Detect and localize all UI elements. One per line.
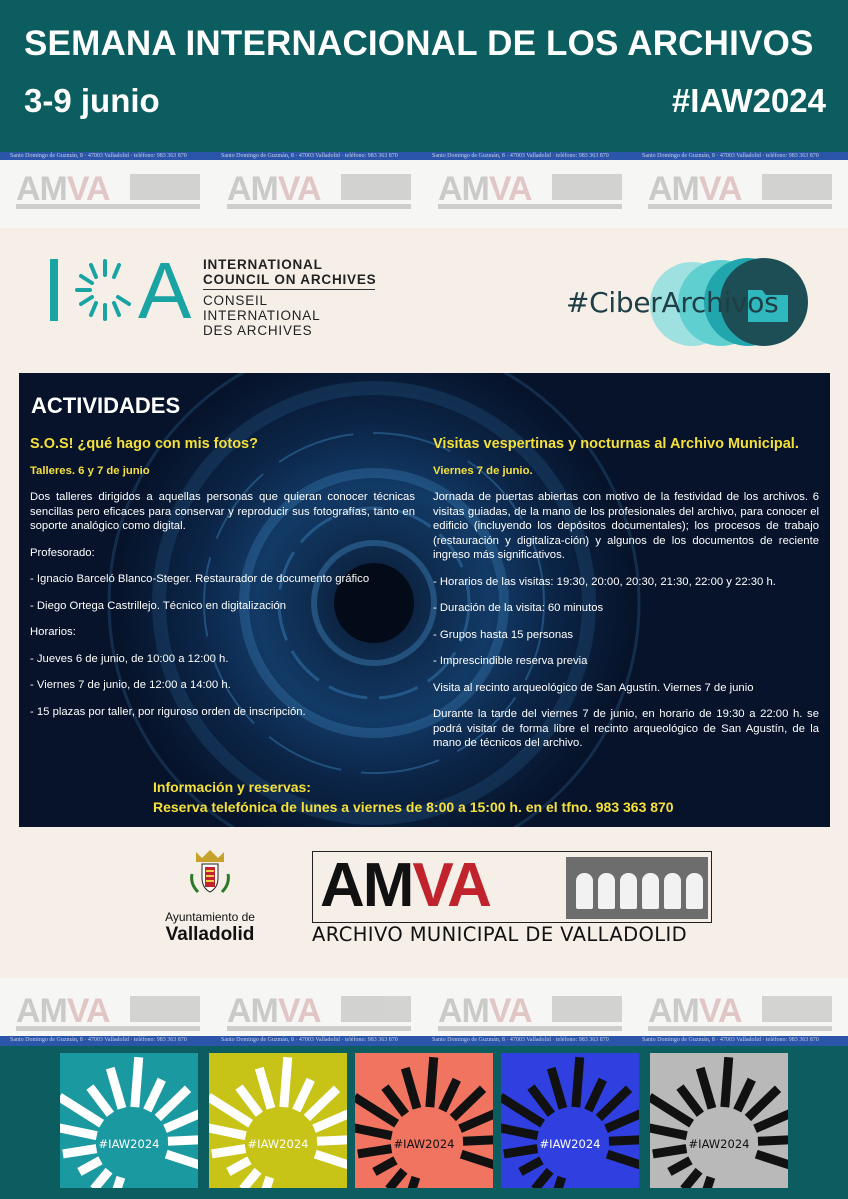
watermark-address: Santo Domingo de Guzmán, 8 · 47003 Valladolid · teléfono: 983 363 870 — [432, 153, 609, 159]
ciberarchivos-logo — [560, 258, 810, 348]
sun-ray — [166, 1154, 198, 1167]
amva-letters — [320, 853, 490, 919]
amva-logo — [312, 851, 714, 947]
iaw-tile — [501, 1053, 639, 1188]
iaw-tile — [355, 1053, 493, 1188]
sun-ray — [748, 1089, 778, 1118]
sun-ray — [405, 1068, 417, 1108]
sun-ray — [284, 1057, 288, 1107]
amva-watermark-logo: AMVA — [12, 990, 202, 1034]
ciberarchivos-text: #CiberArchivos — [566, 286, 779, 319]
amva-letters-am: AM — [320, 851, 413, 920]
iaw-tile — [650, 1053, 788, 1188]
sun-ray — [680, 1087, 700, 1114]
amva-watermark-logo: AMVA — [12, 168, 202, 212]
ica-line-3: CONSEIL INTERNATIONAL — [203, 293, 321, 323]
ica-name-en — [203, 257, 376, 287]
ica-letter-a: A — [138, 246, 192, 335]
reservations-info — [153, 777, 674, 817]
sun-ray — [135, 1057, 139, 1107]
sun-ray — [209, 1127, 246, 1136]
sun-ray — [599, 1089, 629, 1118]
sun-ray — [737, 1080, 751, 1111]
sun-ray — [551, 1068, 563, 1108]
iaw-sun-icon — [60, 1053, 198, 1188]
ica-line-4: DES ARCHIVES — [203, 323, 313, 338]
sun-ray — [239, 1087, 259, 1114]
sun-ray — [607, 1154, 639, 1167]
sun-ray — [262, 1177, 269, 1188]
watermark-address: Santo Domingo de Guzmán, 8 · 47003 Valladolid · teléfono: 983 363 870 — [10, 1037, 187, 1043]
archaeological-visit-title: Visita al recinto arqueológico de San Agustín. Viernes 7 de junio — [433, 681, 754, 694]
sun-ray — [147, 1080, 161, 1111]
valladolid-logo — [150, 848, 270, 948]
watermark-address: Santo Domingo de Guzmán, 8 · 47003 Valladolid · teléfono: 983 363 870 — [221, 1037, 398, 1043]
activities-panel — [19, 373, 830, 827]
watermark-strip-top — [0, 152, 848, 228]
sun-ray — [650, 1127, 687, 1136]
iaw-tile-label: #IAW2024 — [247, 1137, 309, 1151]
sun-ray — [113, 1177, 120, 1188]
iaw-tile-label: #IAW2024 — [393, 1137, 455, 1151]
workshops-title: S.O.S! ¿qué hago con mis fotos? — [30, 436, 258, 452]
coat-of-arms-icon — [188, 848, 232, 908]
event-hashtag: #IAW2024 — [671, 82, 826, 119]
sun-ray — [501, 1127, 538, 1136]
amva-watermark-logo: AMVA — [434, 168, 624, 212]
iaw-tile — [60, 1053, 198, 1188]
visits-item: - Duración de la visita: 60 minutos — [433, 602, 604, 614]
sun-ray — [684, 1171, 699, 1188]
watermark-address: Santo Domingo de Guzmán, 8 · 47003 Valladolid · teléfono: 983 363 870 — [642, 153, 819, 159]
sun-ray — [243, 1171, 258, 1188]
sun-ray — [700, 1068, 712, 1108]
sun-ray — [374, 1160, 395, 1172]
sun-ray — [535, 1171, 550, 1188]
watermark-strip-bottom — [0, 978, 848, 1046]
sun-ray — [531, 1087, 551, 1114]
sun-ray — [756, 1154, 788, 1167]
ica-sun-icon — [70, 255, 140, 325]
sun-ray — [576, 1057, 580, 1107]
amva-watermark-logo: AMVA — [644, 990, 834, 1034]
sun-ray — [461, 1154, 493, 1167]
schedule-item: - 15 plazas por taller, por riguroso orden de inscripción. — [30, 705, 306, 718]
header-banner — [0, 0, 848, 152]
amva-subtitle: ARCHIVO MUNICIPAL DE VALLADOLID — [312, 923, 688, 946]
teachers-label: Profesorado: — [30, 546, 95, 559]
sun-ray — [94, 1171, 109, 1188]
event-dates: 3-9 junio — [24, 82, 160, 119]
sun-ray — [408, 1177, 415, 1188]
sun-ray — [554, 1177, 561, 1188]
page-title: SEMANA INTERNACIONAL DE LOS ARCHIVOS — [24, 24, 814, 63]
watermark-address: Santo Domingo de Guzmán, 8 · 47003 Valladolid · teléfono: 983 363 870 — [432, 1037, 609, 1043]
visits-date: Viernes 7 de junio. — [433, 464, 533, 477]
workshops-description: Dos talleres dirigidos a aquellas personas que quieran conocer técnicas sencillas pero eficaces para conservar y reproducir sus fotografías, tanto en soporte analógico como digital. — [30, 491, 415, 532]
visits-item: - Imprescindible reserva previa — [433, 655, 588, 667]
activities-heading: ACTIVIDADES — [31, 393, 181, 418]
iaw-sun-icon — [501, 1053, 639, 1188]
sun-ray — [385, 1087, 405, 1114]
sun-ray — [703, 1177, 710, 1188]
amva-watermark-logo: AMVA — [644, 168, 834, 212]
visits-description: Jornada de puertas abiertas con motivo de la festividad de los archivos. 6 visitas guiadas, de la mano de los profesionales del archivo, para conocer el edificio (incluyendo los depósitos documentales); los procesos de trabajo (restauración y digitaliza-ción) y algunos de los documentos de reciente ingreso más significativos. — [433, 491, 819, 561]
sun-ray — [158, 1089, 188, 1118]
reservations-text: Reserva telefónica de lunes a viernes de 8:00 a 15:00 h. en el tfno. 983 363 870 — [153, 799, 674, 815]
amva-watermark-logo: AMVA — [223, 168, 413, 212]
archaeological-visit-description: Durante la tarde del viernes 7 de junio, en horario de 19:30 a 22:00 h. se podrá visitar de forma libre el recinto arqueológico de San Agustín, de la mano de técnicos del archivo. — [433, 708, 819, 749]
visits-item: - Horarios de las visitas: 19:30, 20:00, 20:30, 21:30, 22:00 y 22:30 h. — [433, 575, 776, 588]
schedule-item: - Jueves 6 de junio, de 10:00 a 12:00 h. — [30, 652, 229, 665]
ica-letter-i — [50, 259, 58, 321]
ica-divider — [203, 289, 375, 290]
visits-column — [433, 437, 819, 751]
sun-ray — [228, 1160, 249, 1172]
amva-watermark-logo: AMVA — [434, 990, 624, 1034]
amva-columns-graphic — [566, 857, 708, 919]
reservations-title: Información y reservas: — [153, 779, 311, 795]
visits-title: Visitas vespertinas y nocturnas al Archivo Municipal. — [433, 436, 799, 452]
sun-ray — [725, 1057, 729, 1107]
workshops-dates: Talleres. 6 y 7 de junio — [30, 464, 150, 477]
watermark-address: Santo Domingo de Guzmán, 8 · 47003 Valladolid · teléfono: 983 363 870 — [642, 1037, 819, 1043]
sun-ray — [430, 1057, 434, 1107]
watermark-address: Santo Domingo de Guzmán, 8 · 47003 Valladolid · teléfono: 983 363 870 — [221, 153, 398, 159]
sun-ray — [296, 1080, 310, 1111]
sun-ray — [315, 1154, 347, 1167]
ica-line-2: COUNCIL ON ARCHIVES — [203, 272, 377, 287]
iaw-tile-label: #IAW2024 — [98, 1137, 160, 1151]
schedule-item: - Viernes 7 de junio, de 12:00 a 14:00 h. — [30, 679, 231, 691]
ica-line-1: INTERNATIONAL — [203, 257, 323, 272]
iaw-tile-label: #IAW2024 — [539, 1137, 601, 1151]
sun-ray — [79, 1160, 100, 1172]
sun-ray — [307, 1089, 337, 1118]
iaw-tile — [209, 1053, 347, 1188]
watermark-address: Santo Domingo de Guzmán, 8 · 47003 Valladolid · teléfono: 983 363 870 — [10, 153, 187, 159]
sun-ray — [90, 1087, 110, 1114]
ica-logo — [48, 246, 388, 338]
sun-ray — [520, 1160, 541, 1172]
iaw-tile-label: #IAW2024 — [688, 1137, 750, 1151]
sun-ray — [259, 1068, 271, 1108]
amva-watermark-logo: AMVA — [223, 990, 413, 1034]
sun-ray — [453, 1089, 483, 1118]
sun-ray — [442, 1080, 456, 1111]
sun-ray — [389, 1171, 404, 1188]
ica-name-fr — [203, 293, 388, 338]
valladolid-line-2: Valladolid — [165, 924, 255, 945]
sun-ray — [588, 1080, 602, 1111]
sun-ray — [110, 1068, 122, 1108]
visits-item: - Grupos hasta 15 personas — [433, 628, 574, 641]
iaw-sun-icon — [355, 1053, 493, 1188]
amva-letters-va: VA — [412, 851, 490, 920]
sun-ray — [669, 1160, 690, 1172]
iaw-sun-icon — [209, 1053, 347, 1188]
schedule-label: Horarios: — [30, 626, 76, 638]
teacher-item: - Diego Ortega Castrillejo. Técnico en digitalización — [30, 599, 286, 612]
workshops-column — [30, 437, 415, 719]
valladolid-line-1: Ayuntamiento de — [165, 910, 255, 924]
sun-ray — [60, 1127, 97, 1136]
sun-ray — [355, 1127, 392, 1136]
iaw-sun-icon — [650, 1053, 788, 1188]
teacher-item: - Ignacio Barceló Blanco-Steger. Restaurador de documento gráfico — [30, 573, 370, 585]
